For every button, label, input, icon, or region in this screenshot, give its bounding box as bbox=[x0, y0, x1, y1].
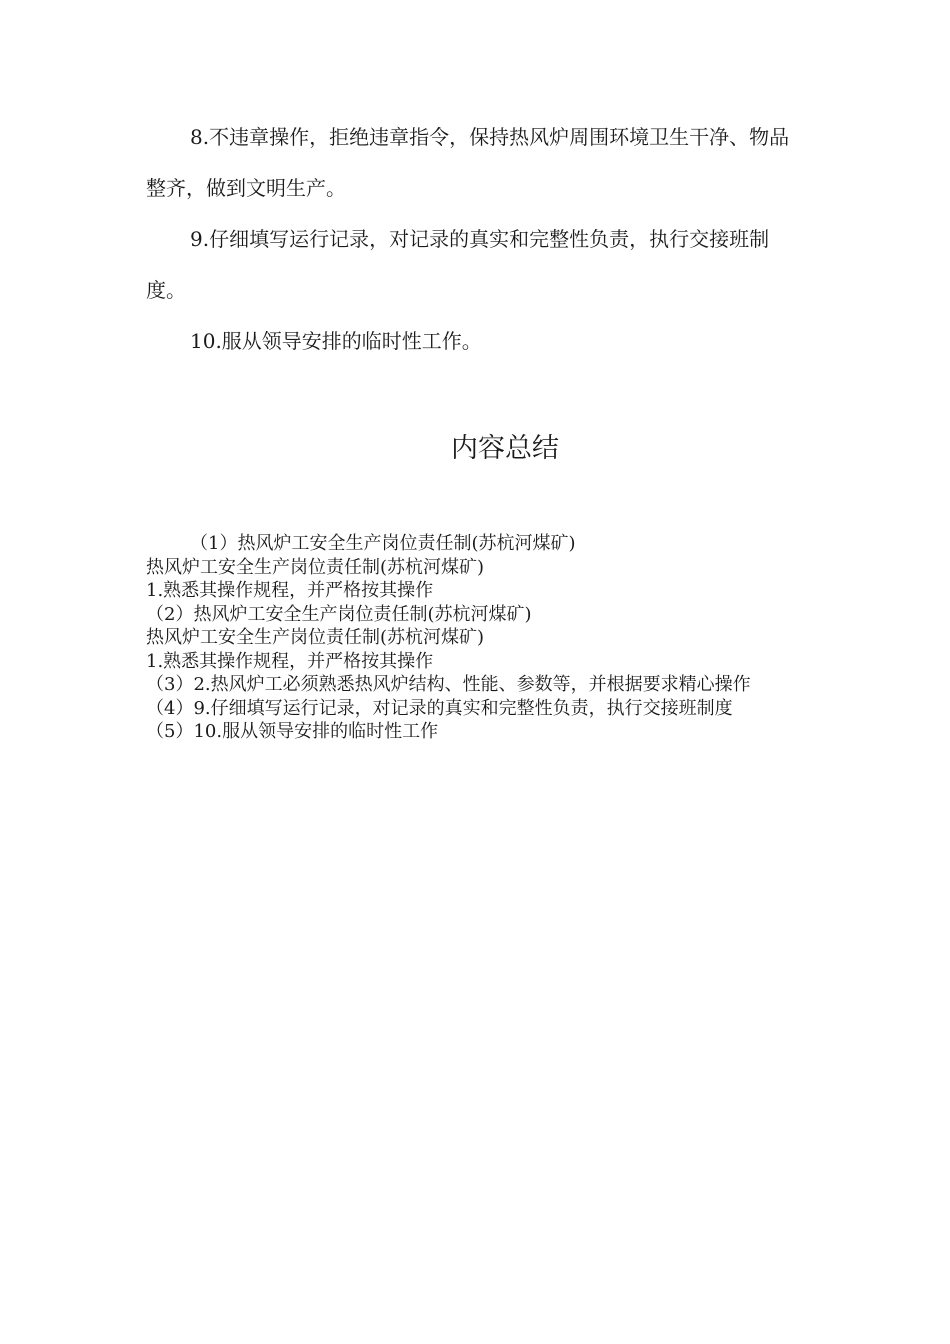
paragraph-item-8: 8.不违章操作，拒绝违章指令，保持热风炉周围环境卫生干净、物品整齐，做到文明生产。 bbox=[146, 125, 790, 200]
summary-line: （1）热风炉工安全生产岗位责任制(苏杭河煤矿) bbox=[190, 533, 576, 554]
paragraph-item-9: 9.仔细填写运行记录，对记录的真实和完整性负责，执行交接班制度。 bbox=[146, 227, 770, 302]
summary-line: （4）9.仔细填写运行记录，对记录的真实和完整性负责，执行交接班制度 bbox=[146, 697, 733, 719]
summary-title: 内容总结 bbox=[451, 433, 559, 464]
summary-line: 热风炉工安全生产岗位责任制(苏杭河煤矿) bbox=[146, 556, 485, 578]
summary-line: 热风炉工安全生产岗位责任制(苏杭河煤矿) bbox=[146, 627, 485, 648]
summary-line: 1.熟悉其操作规程，并严格按其操作 bbox=[146, 580, 434, 601]
summary-line: 1.熟悉其操作规程，并严格按其操作 bbox=[146, 650, 434, 672]
summary-line: （3）2.热风炉工必须熟悉热风炉结构、性能、参数等，并根据要求精心操作 bbox=[146, 674, 751, 695]
summary-line: （2）热风炉工安全生产岗位责任制(苏杭河煤矿) bbox=[146, 603, 532, 625]
summary-list bbox=[146, 532, 801, 744]
summary-line: （5）10.服从领导安排的临时性工作 bbox=[146, 721, 439, 742]
paragraph-item-10: 10.服从领导安排的临时性工作。 bbox=[190, 329, 482, 353]
